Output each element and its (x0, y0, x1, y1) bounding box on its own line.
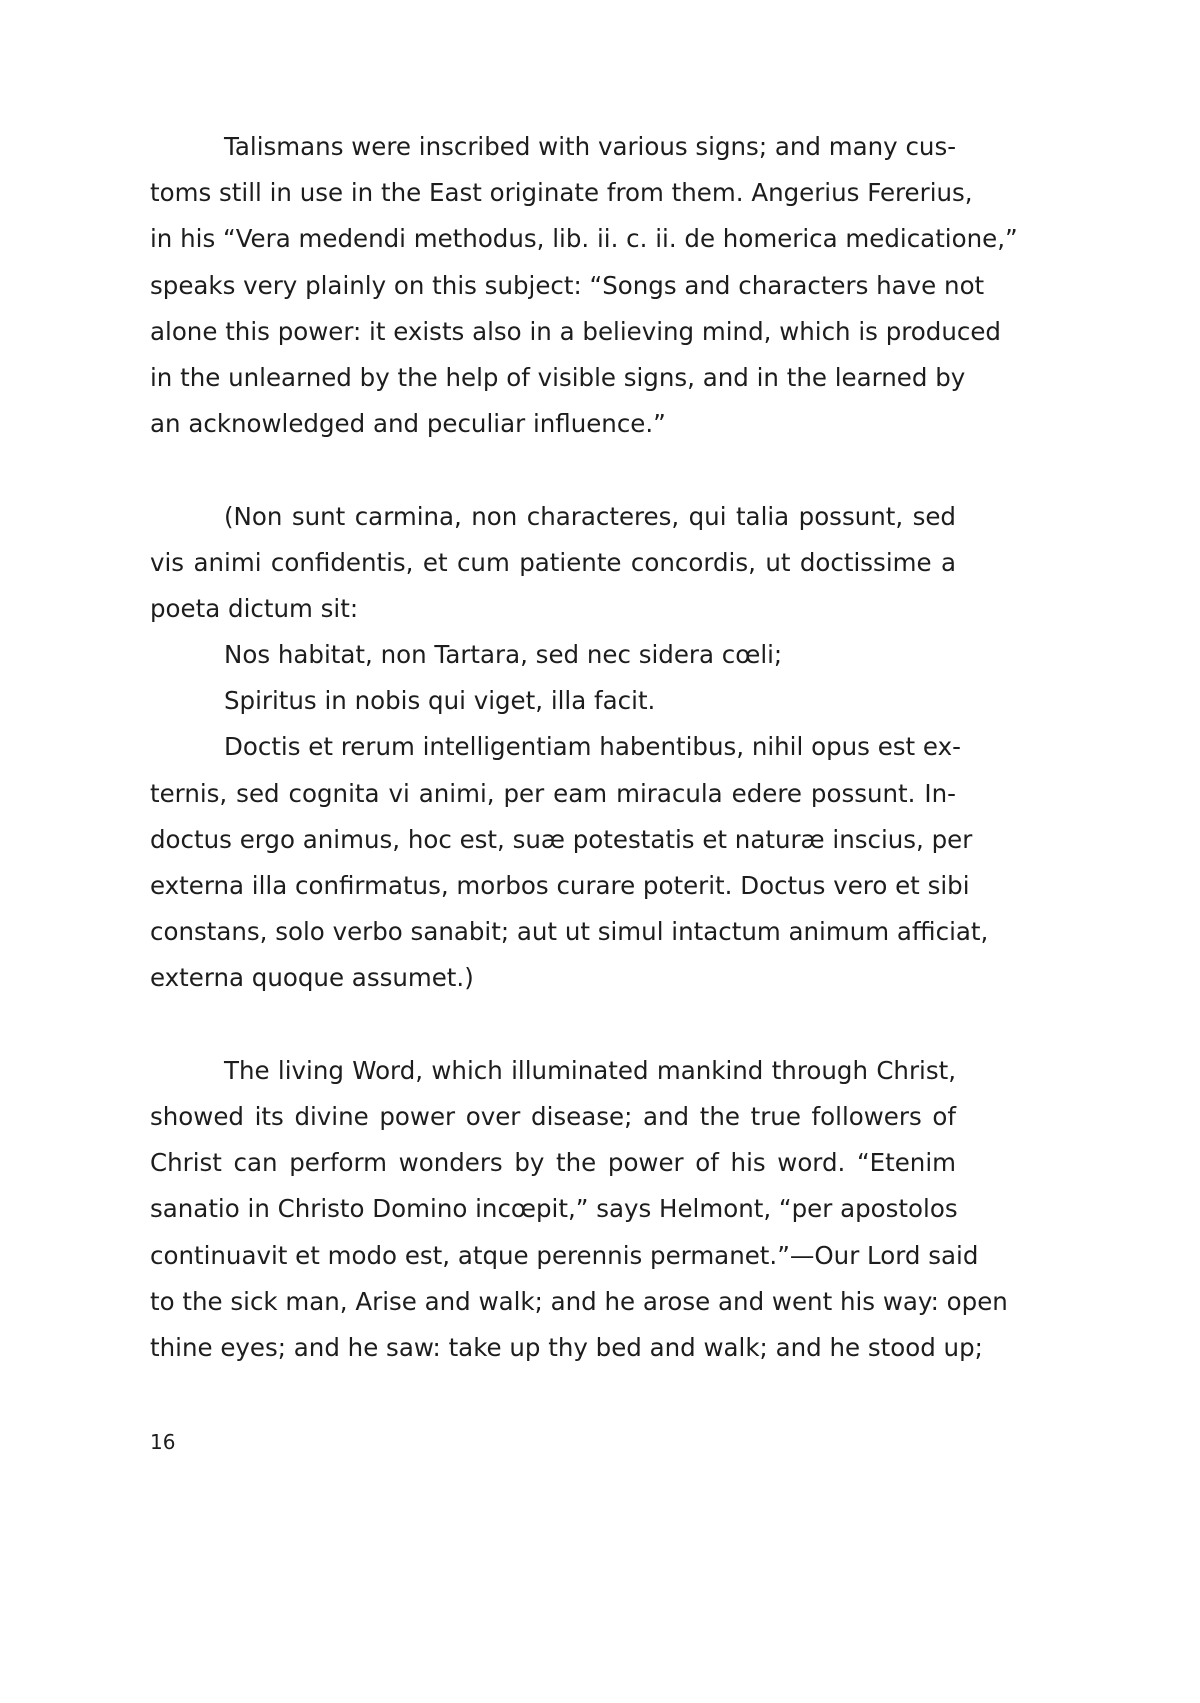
text-line: showed its divine power over disease; and the true followers of (150, 1101, 956, 1131)
paragraph-gap (150, 1002, 956, 1048)
text-line: sanatio in Christo Domino incœpit,” says Helmont, “per apostolos (150, 1194, 958, 1224)
text-line: speaks very plainly on this subject: “Songs and characters have not (150, 270, 985, 300)
text-line: vis animi confidentis, et cum patiente concordis, ut doctissime a (150, 547, 956, 577)
text-line: poeta dictum sit: (150, 593, 359, 623)
text-line: in the unlearned by the help of visible signs, and in the learned by (150, 362, 966, 392)
text-line: to the sick man, Arise and walk; and he arose and went his way: open (150, 1286, 1008, 1316)
paragraph (150, 724, 989, 1001)
verse-line: Nos habitat, non Tartara, sed nec sidera cœli; (224, 640, 783, 670)
text-line: The living Word, which illuminated mankind through Christ, (224, 1055, 956, 1085)
text-line: Doctis et rerum intelligentiam habentibus, nihil opus est ex- (224, 732, 961, 762)
text-line: in his “Vera medendi methodus, lib. ii. c. ii. de homerica medicatione,” (150, 224, 1018, 254)
paragraph (150, 494, 956, 633)
text-line: doctus ergo animus, hoc est, suæ potestatis et naturæ inscius, per (150, 824, 973, 854)
text-line: toms still in use in the East originate from them. Angerius Fererius, (150, 178, 973, 208)
paragraph-gap (150, 447, 956, 493)
text-line: externa quoque assumet.) (150, 963, 474, 993)
text-line: continuavit et modo est, atque perennis permanet.”—Our Lord said (150, 1240, 979, 1270)
text-line: Christ can perform wonders by the power of his word. “Etenim (150, 1148, 956, 1178)
text-line: ternis, sed cognita vi animi, per eam miracula edere possunt. In- (150, 778, 956, 808)
text-line: alone this power: it exists also in a believing mind, which is produced (150, 316, 1001, 346)
verse-line: Spiritus in nobis qui viget, illa facit. (224, 686, 656, 716)
page-number: 16 (150, 1430, 176, 1454)
body-text (150, 124, 1018, 1371)
text-line: externa illa confirmatus, morbos curare poterit. Doctus vero et sibi (150, 871, 970, 900)
paragraph (150, 1048, 1008, 1371)
text-line: an acknowledged and peculiar influence.” (150, 409, 666, 439)
text-line: constans, solo verbo sanabit; aut ut simul intactum animum afficiat, (150, 917, 989, 947)
text-line: Talismans were inscribed with various signs; and many cus- (224, 132, 957, 161)
text-line: (Non sunt carmina, non characteres, qui talia possunt, sed (224, 501, 956, 531)
paragraph (150, 124, 1018, 447)
text-line: thine eyes; and he saw: take up thy bed and walk; and he stood up; (150, 1332, 983, 1362)
verse-quote (150, 632, 956, 724)
